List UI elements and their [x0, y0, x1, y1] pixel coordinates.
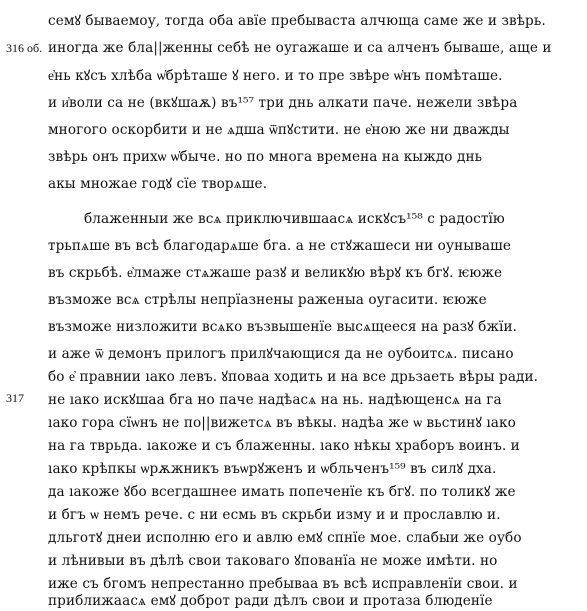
margin-folio-note: 316 об. — [6, 41, 43, 55]
text-line: ıако крѣпкы ѡрѫжникъ въѡрꙋженъ и ѡбльченъ¹⁵⁹ въ силꙋ дха. — [48, 461, 497, 477]
text-line: трьпѧше въ всѣ благодарѧше бга. а не стꙋжашеси ни оунываше — [48, 238, 511, 254]
text-line: и лѣнивыи въ дѣлѣ свои таковаго ꙋпованїа не може имѣти. но — [48, 553, 498, 569]
text-line: и аже ѿ демонъ прилогъ прилꙋчающися да не оубоитсѧ. писано — [48, 346, 514, 362]
text-line: да ıакоже ꙋбо всегдашнее имать попеченїе къ бгꙋ. по толикꙋ же — [48, 484, 516, 500]
text-line: семꙋ бываемоу, тогда оба авїе пребываста алчюща саме же и звѣрь. — [48, 13, 546, 29]
text-line: и и҆воли са не (вкꙋшаѫ) въ¹⁵⁷ три днь алкати паче. нежели звѣра — [48, 95, 518, 111]
text-line: многого оскорбити и не ѧдша ѿпꙋстити. не е҆ною же ни дважды — [48, 122, 510, 138]
text-line: и бгъ ѡ немъ рече. с ни есмь въ скрьби изму и и прославлю и. — [48, 507, 501, 523]
text-line: звѣрь онъ прихѡ ѡ҆быче. но по многа времена на кыждо днь — [48, 149, 483, 165]
text-line: е҆нь кꙋсъ хлѣба ѡ҆брѣташе ꙋ него. и то пре звѣре ѡ҆нъ помѣташе. — [48, 68, 503, 84]
text-line: акы множае годꙋ сїе творѧше. — [48, 176, 268, 192]
paragraph-first-line: блаженныи же всѧ приключившаасѧ искꙋсъ¹⁵⁸ с радостїю — [84, 211, 505, 227]
text-line: бо е҆ правнии ıако левъ. ꙋповаа ходить и на все дрьзаеть вѣры ради. — [48, 369, 539, 385]
margin-folio-note: 317 — [6, 391, 24, 405]
text-line: приближаасѧ емꙋ доброт ради дѣлъ свои и протаза блюденїе — [48, 593, 493, 609]
text-line: възможе низложити всѧко възвышенїе высѧщееся на разꙋ бжїи. — [48, 319, 518, 335]
text-line: възможе всѧ стрѣлы непрїазнены раженыа оугасити. ѥюже — [48, 292, 487, 308]
text-line: дльготꙋ днеи исполню его и авлю емꙋ спнїе мое. слабыи же оубо — [48, 530, 522, 546]
text-line: на га тврьда. ıакоже и съ блаженны. ıако нѣкы храборъ воинъ. и — [48, 438, 520, 454]
text-line: ıако гора сїѡнъ не по||вижетсѧ въ вѣкы. надѣа же ѡ вьстинꙋ ıако — [48, 415, 516, 431]
text-line: иногда же бла||женны себѣ не оугажаше и са алченъ бываше, аще и — [48, 40, 552, 56]
text-line: иже съ бгомъ непрестанно пребываа въ всѣ исправленїи свои. и — [48, 576, 518, 592]
text-line: въ скрьбѣ. е҆лмаже стѧжаше разꙋ и великꙋю вѣрꙋ къ бгꙋ. ѥюже — [48, 265, 503, 281]
text-line: не ıако искꙋшаа бга но паче надѣасѧ на нь. надѣющенсѧ на га — [48, 392, 502, 408]
